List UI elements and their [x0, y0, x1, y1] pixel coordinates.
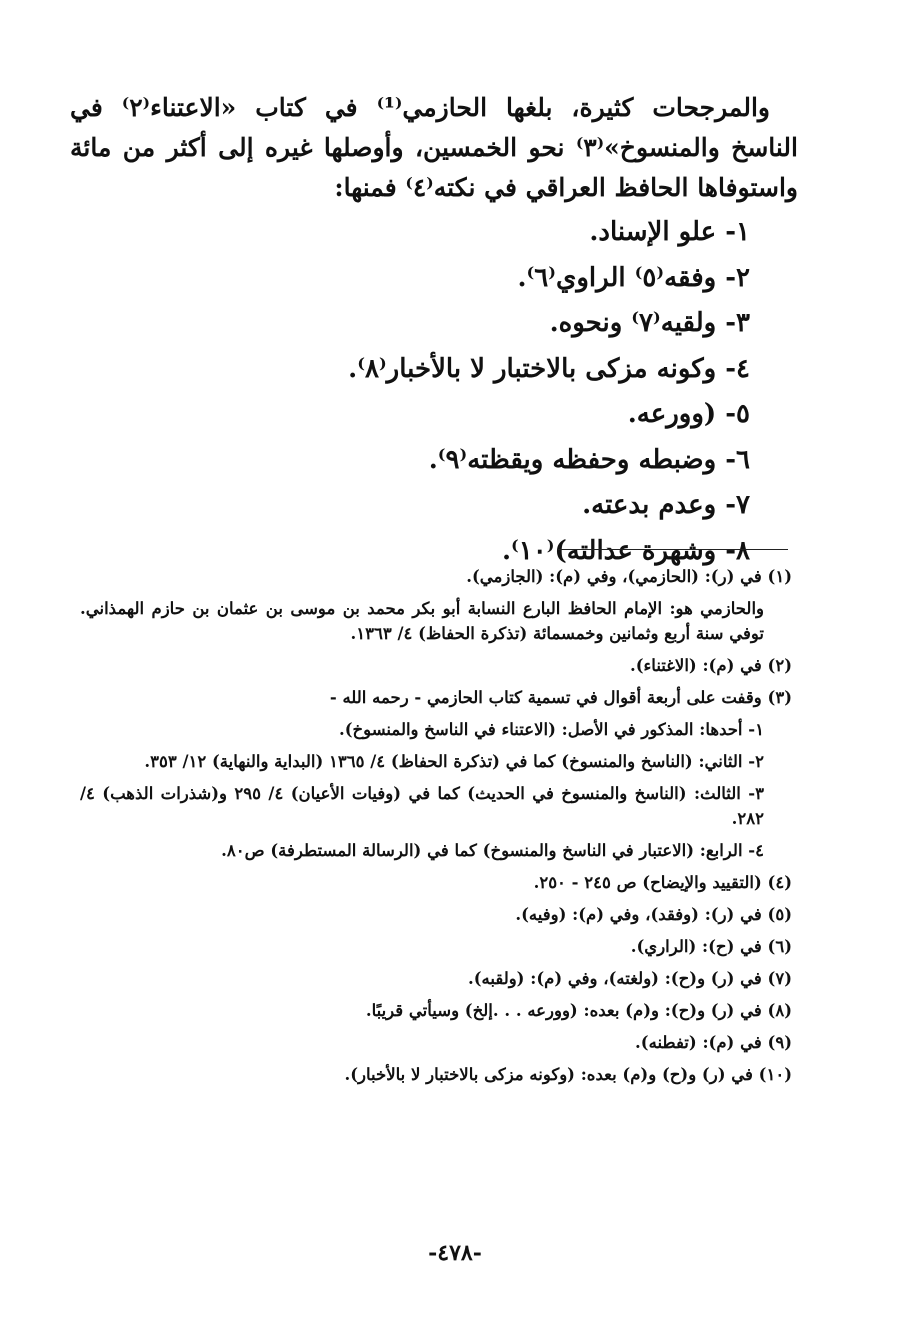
- list-item: ٢- وفقه⁽٥⁾ الراوي⁽٦⁾.: [517, 262, 750, 293]
- list-item: ٨- وشهرة عدالته)⁽١٠⁾.: [501, 535, 750, 566]
- footnote-3-item: ٤- الرابع: (الاعتبار في الناسخ والمنسوخ) كما في (الرسالة المستطرفة) ص٨٠.: [221, 841, 764, 860]
- footnote-6: (٦) في (ح): (الراري).: [630, 937, 792, 956]
- footnote-1-body: والحازمي هو: الإمام الحافظ البارع النسابة أبو بكر محمد بن موسى بن عثمان بن حازم الهمذاني. توفي سنة أربع وثمانين وخمسمائة (تذكرة الحفاظ) ٤/ ١٣٦٣.: [80, 599, 764, 643]
- list-item: ٣- ولقيه⁽٧⁾ ونحوه.: [549, 308, 750, 338]
- list-item: ٧- وعدم بدعته.: [582, 490, 750, 520]
- footnote-1: (١) في (ر): (الحازمي)، وفي (م): (الجازمي).: [466, 567, 792, 586]
- footnote-3-item: ١- أحدها: المذكور في الأصل: (الاعتناء في الناسخ والمنسوخ).: [338, 720, 764, 739]
- footnote-3-item: ٢- الثاني: (الناسخ والمنسوخ) كما في (تذكرة الحفاظ) ٤/ ١٣٦٥ (البداية والنهاية) ١٢/ ٣٥٣.: [144, 752, 764, 771]
- list-item: ٦- وضبطه وحفظه ويقظته⁽٩⁾.: [428, 444, 750, 475]
- footnote-3: (٣) وقفت على أربعة أقوال في تسمية كتاب الحازمي - رحمه الله -: [329, 688, 792, 707]
- preference-list: [190, 210, 750, 574]
- footnotes: [80, 564, 792, 1087]
- footnote-4: (٤) (التقييد والإيضاح) ص ٢٤٥ - ٢٥٠.: [533, 873, 792, 892]
- footnote-8: (٨) في (ر) و(ح): و(م) بعده: (وورعه . . .إلخ) وسيأتي قريبًا.: [365, 1001, 792, 1020]
- list-item: ١- علو الإسناد.: [589, 217, 750, 247]
- main-paragraph: والمرجحات كثيرة، بلغها الحازمي⁽¹⁾ في كتاب «الاعتناء⁽٢⁾ في الناسخ والمنسوخ»⁽٣⁾ نحو الخمسين، وأوصلها غيره إلى أكثر من مائة واستوفاها الحافظ العراقي في نكته⁽٤⁾ فمنها:: [70, 93, 798, 202]
- main-text: [70, 88, 798, 208]
- list-item: ٤- وكونه مزكى بالاختبار لا بالأخبار⁽٨⁾.: [348, 353, 750, 384]
- footnote-divider: [558, 549, 788, 550]
- page-number: -٤٧٨-: [428, 1240, 482, 1266]
- footnote-7: (٧) في (ر) و(ح): (ولغته)، وفي (م): (ولقبه).: [467, 969, 792, 988]
- list-item: ٥- (وورعه.: [627, 399, 750, 429]
- footnote-9: (٩) في (م): (تفطنه).: [635, 1033, 792, 1052]
- footnote-2: (٢) في (م): (الاغتناء).: [629, 656, 792, 675]
- footnote-10: (١٠) في (ر) و(ح) و(م) بعده: (وكونه مزكى بالاختبار لا بالأخبار).: [344, 1065, 792, 1084]
- footnote-3-item: ٣- الثالث: (الناسخ والمنسوخ في الحديث) كما في (وفيات الأعيان) ٤/ ٢٩٥ و(شذرات الذهب) ٤/ ٢٨٢.: [80, 784, 764, 828]
- footnote-5: (٥) في (ر): (وفقد)، وفي (م): (وفيه).: [515, 905, 792, 924]
